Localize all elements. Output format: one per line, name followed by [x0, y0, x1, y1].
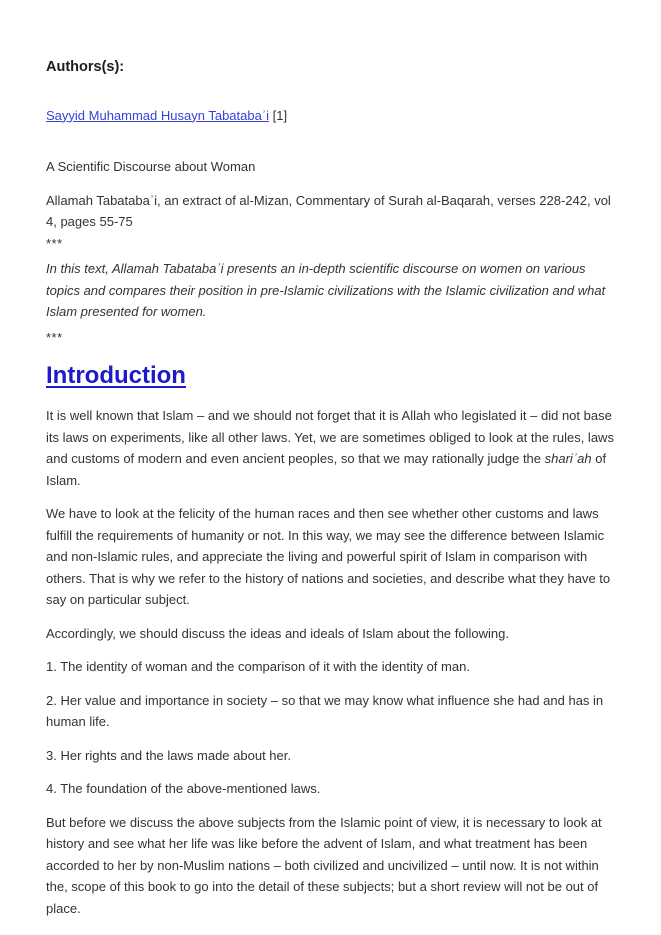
author-ref-number: [1]	[272, 107, 288, 123]
article-subtitle: A Scientific Discourse about Woman	[46, 159, 256, 174]
asterisk-divider: ***	[46, 329, 63, 345]
shariah-italic-term: shariʾah	[544, 451, 592, 466]
summary-paragraph: In this text, Allamah Tabatabaʾi presents an in-depth scientific discourse on women on various topics and compares their position in pre-Islamic civilizations with the Islamic civilization and what Islam presented for women.	[46, 261, 606, 319]
introduction-heading	[46, 362, 617, 390]
asterisk-divider: ***	[46, 235, 63, 251]
authors-label: Authors(s):	[46, 59, 125, 75]
source-citation: Allamah Tabatabaʾi, an extract of al-Mizan, Commentary of Surah al-Baqarah, verses 228-242, vol 4, pages 55-75	[46, 192, 611, 229]
author-link[interactable]: Sayyid Muhammad Husayn Tabatabaʾi	[46, 107, 270, 123]
paragraph-1-text-end: of Islam.	[46, 451, 607, 488]
author-line	[46, 105, 617, 127]
list-item-4: 4. The foundation of the above-mentioned laws.	[46, 781, 321, 796]
introduction-heading-link[interactable]: Introduction	[46, 362, 186, 389]
paragraph-1-text: It is well known that Islam – and we should not forget that it is Allah who legislated it – did not base its laws on experiments, like all other laws. Yet, we are sometimes obliged to look at the rules, laws and customs of modern and even ancient peoples, so that we may rationally judge the	[46, 408, 614, 466]
list-item-3: 3. Her rights and the laws made about her.	[46, 747, 291, 763]
paragraph-4: But before we discuss the above subjects from the Islamic point of view, it is necessary to look at history and see what her life was like before the advent of Islam, and what treatment has been accorded to her by non-Muslim nations – both civilized and uncivilized – until now. It is not within the, scope of this book to go into the detail of these subjects; but a short review will not be out of place.	[46, 814, 602, 916]
list-item-2: 2. Her value and importance in society – so that we may know what influence she had and has in human life.	[46, 692, 604, 729]
paragraph-3: Accordingly, we should discuss the ideas and ideals of Islam about the following.	[46, 625, 509, 641]
list-item-1: 1. The identity of woman and the comparison of it with the identity of man.	[46, 659, 470, 674]
paragraph-1	[46, 405, 617, 491]
paragraph-2: We have to look at the felicity of the human races and then see whether other customs and laws fulfill the requirements of humanity or not. In this way, we may see the difference between Islamic and non-Islamic rules, and appreciate the living and powerful spirit of Islam in comparison with others. That is why we refer to the history of nations and societies, and describe what they have to say on particular subject.	[46, 506, 611, 607]
